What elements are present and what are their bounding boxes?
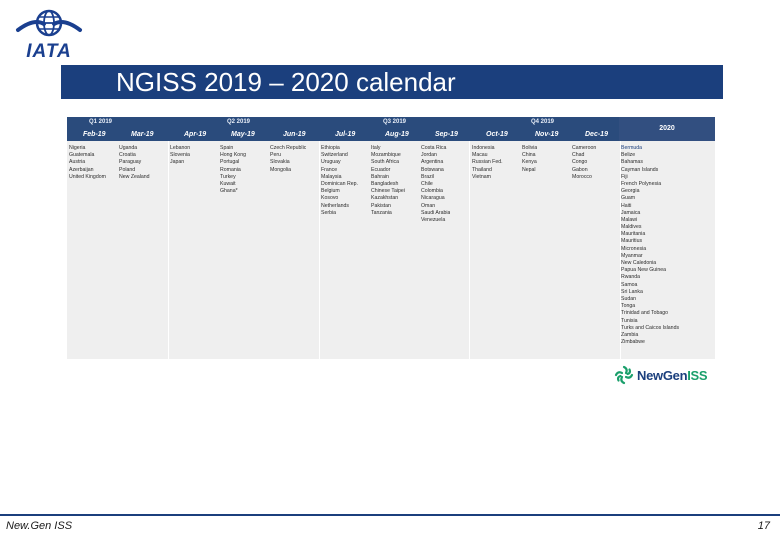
country-entry: Morocco (572, 173, 592, 180)
title-bar (61, 65, 723, 99)
iss-text: ISS (687, 368, 708, 383)
country-entry: Peru (270, 152, 281, 159)
quarter-label: Q1 2019 (89, 119, 113, 125)
country-entry: Ghana* (220, 188, 238, 195)
quarter-divider (469, 141, 470, 359)
calendar-header (67, 117, 715, 141)
country-entry: Belize (621, 152, 636, 159)
country-entry: Romania (220, 166, 241, 173)
country-entry: Micronesia (621, 245, 647, 252)
country-entry: Nigeria (69, 145, 86, 151)
month-column-apr-19 (170, 145, 190, 167)
country-entry: Italy (371, 145, 381, 151)
country-entry: Kazakhstan (371, 195, 399, 202)
country-entry: Indonesia (472, 145, 495, 151)
country-entry: Japan (170, 159, 185, 166)
country-entry: Mauritius (621, 238, 643, 245)
page-title: NGISS 2019 – 2020 calendar (116, 67, 456, 97)
month-column-may-19 (220, 145, 246, 195)
month-column-mar-19 (119, 145, 150, 181)
country-entry: New Zealand (119, 173, 150, 180)
country-entry: Czech Republic (270, 145, 307, 151)
country-entry: Saudi Arabia (421, 209, 451, 216)
country-entry: United Kingdom (69, 173, 106, 180)
country-entry: Oman (421, 202, 436, 209)
country-entry: Belgium (321, 188, 340, 195)
country-entry: Paraguay (119, 159, 142, 166)
year-2020-column (621, 145, 715, 346)
year-2020-header (619, 117, 715, 141)
quarter-label: Q2 2019 (227, 119, 251, 125)
newgen-iss-logo (613, 362, 723, 388)
country-entry: France (321, 166, 338, 173)
newgen-iss-wordmark (637, 368, 707, 383)
month-label: Apr-19 (184, 131, 207, 138)
country-entry: China (522, 152, 536, 159)
country-entry: Venezuela (421, 216, 446, 223)
month-label: Sep-19 (435, 131, 458, 138)
country-entry: Guatemala (69, 152, 95, 159)
country-entry: Maldives (621, 224, 642, 231)
country-entry: Ethiopia (321, 145, 340, 151)
country-entry: Slovenia (170, 152, 190, 159)
country-entry: Georgia (621, 188, 640, 195)
country-entry: Vietnam (472, 173, 491, 180)
country-entry: Papua New Guinea (621, 267, 666, 274)
country-entry: Thailand (472, 166, 492, 173)
month-column-sep-19 (421, 145, 450, 224)
iata-logo-text: IATA (26, 41, 72, 62)
month-column-aug-19 (371, 145, 405, 217)
month-label: Nov-19 (535, 131, 559, 138)
country-entry: Dominican Rep. (321, 180, 358, 187)
country-entry: Malawi (621, 216, 638, 223)
month-column-nov-19 (522, 145, 537, 174)
country-entry: Bahamas (621, 159, 643, 166)
country-entry: Cayman Islands (621, 166, 659, 173)
month-column-dec-19 (572, 145, 596, 181)
country-entry: Rwanda (621, 274, 641, 281)
country-entry: Samoa (621, 281, 638, 288)
country-entry: Mozambique (371, 152, 401, 159)
footer-label: New.Gen ISS (6, 520, 73, 532)
month-label: Aug-19 (385, 131, 409, 138)
country-entry: Zimbabwe (621, 339, 645, 346)
month-column-oct-19 (472, 145, 503, 181)
country-entry: Kenya (522, 159, 537, 166)
country-entry: Russian Fed. (472, 159, 503, 166)
country-entry: Tunisia (621, 317, 638, 324)
country-entry: Argentina (421, 159, 444, 166)
country-entry: Jamaica (621, 209, 641, 216)
month-label: Oct-19 (486, 131, 508, 138)
country-entry: Zambia (621, 331, 639, 338)
country-entry: Turks and Caicos Islands (621, 324, 680, 331)
country-entry: Haiti (621, 202, 632, 209)
country-entry: Brazil (421, 173, 434, 180)
country-entry: Trinidad and Tobago (621, 310, 669, 317)
iata-globe-icon (14, 8, 84, 42)
month-label: Feb-19 (83, 131, 106, 138)
month-label: May-19 (231, 131, 255, 138)
month-label: Mar-19 (131, 131, 154, 138)
country-entry: Hong Kong (220, 152, 246, 159)
country-entry: Ecuador (371, 166, 391, 173)
country-entry: Nepal (522, 166, 536, 173)
country-entry: Tanzania (371, 209, 392, 216)
country-entry: Chile (421, 180, 433, 187)
country-entry: Gabon (572, 166, 588, 173)
newgen-text: NewGen (637, 368, 688, 383)
country-entry: Portugal (220, 159, 240, 166)
quarter-label: Q4 2019 (531, 119, 555, 125)
country-entry: Sudan (621, 295, 637, 302)
month-column-jul-19 (321, 145, 358, 217)
country-entry: Cameroon (572, 145, 597, 151)
country-entry: Kuwait (220, 180, 236, 187)
month-column-jun-19 (270, 145, 306, 174)
country-entry: French Polynesia (621, 180, 662, 187)
country-entry: Nicaragua (421, 195, 445, 202)
country-entry: Lebanon (170, 145, 191, 151)
country-entry: Turkey (220, 173, 236, 180)
country-entry: Bahrain (371, 173, 389, 180)
country-entry: Austria (69, 159, 86, 166)
country-entry: Macau (472, 152, 488, 159)
country-entry: Slovakia (270, 159, 290, 166)
country-entry: Chinese Taipei (371, 188, 405, 195)
country-entry: Spain (220, 145, 234, 151)
newgen-swirl-icon (613, 364, 635, 386)
country-entry: Tonga (621, 303, 636, 310)
country-entry: Mauritania (621, 231, 646, 238)
country-entry: Croatia (119, 152, 136, 159)
month-label: Jul-19 (335, 131, 356, 138)
country-entry: Malaysia (321, 173, 342, 180)
country-entry: Uganda (119, 145, 138, 151)
country-entry: Bolivia (522, 145, 538, 151)
country-entry: Serbia (321, 209, 336, 216)
country-entry: Pakistan (371, 202, 391, 209)
country-entry: South Africa (371, 159, 399, 166)
footer-divider (0, 514, 780, 516)
month-column-feb-19 (69, 145, 106, 181)
country-entry: Colombia (421, 188, 443, 195)
month-label: Dec-19 (585, 131, 608, 138)
country-entry: Netherlands (321, 202, 349, 209)
country-entry: Switzerland (321, 152, 348, 159)
country-entry: Bangladesh (371, 180, 399, 187)
country-entry: Fiji (621, 173, 628, 180)
country-entry: Uruguay (321, 159, 341, 166)
month-label: Jun-19 (283, 131, 306, 138)
country-entry: Guam (621, 195, 636, 202)
country-entry: Mongolia (270, 166, 292, 173)
country-entry: Botswana (421, 166, 444, 173)
country-entry: Costa Rica (421, 145, 447, 151)
iata-logo (14, 8, 84, 64)
country-entry: Poland (119, 166, 136, 173)
country-entry: Myanmar (621, 252, 643, 259)
country-entry: New Caledonia (621, 260, 657, 266)
country-entry: Sri Lanka (621, 288, 643, 295)
year-2020-label: 2020 (659, 125, 675, 132)
country-entry: Chad (572, 152, 585, 159)
country-entry: Kosovo (321, 195, 339, 202)
page-number: 17 (757, 520, 770, 532)
country-entry: Congo (572, 159, 588, 166)
country-entry: Jordan (421, 152, 437, 159)
country-entry: Azerbaijan (69, 166, 94, 173)
quarter-divider (168, 141, 169, 359)
quarter-divider (319, 141, 320, 359)
calendar-table (67, 117, 715, 359)
country-entry: Bermuda (621, 145, 643, 151)
quarter-label: Q3 2019 (383, 119, 407, 125)
